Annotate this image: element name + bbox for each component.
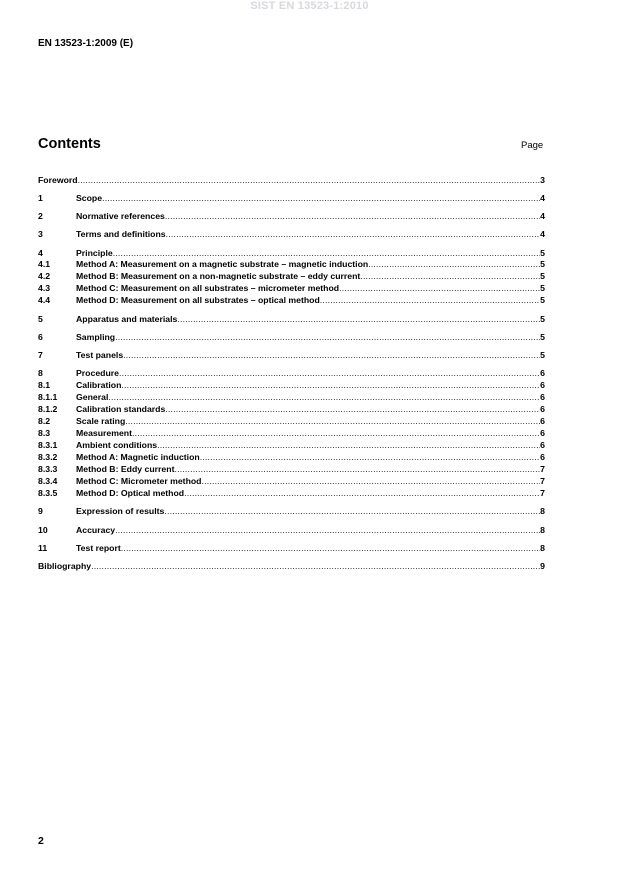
toc-page: 6 — [540, 416, 545, 426]
toc-title: Test panels — [76, 350, 124, 360]
toc-title: Method B: Measurement on a non-magnetic substrate – eddy current — [76, 271, 361, 281]
toc-leader — [132, 428, 540, 439]
toc-entry[interactable] — [38, 525, 545, 536]
toc-title: Accuracy — [76, 525, 116, 535]
toc-title: Expression of results — [76, 506, 165, 516]
toc-leader — [360, 271, 540, 282]
toc-number: 2 — [38, 211, 43, 221]
toc-leader — [165, 404, 540, 415]
toc-number: 8.3.2 — [38, 452, 58, 462]
toc-title: Bibliography — [38, 561, 92, 571]
toc-title: Foreword — [38, 175, 78, 185]
toc-page: 4 — [540, 193, 545, 203]
toc-page: 6 — [540, 452, 545, 462]
page-number: 2 — [38, 835, 44, 847]
toc-leader — [368, 259, 540, 270]
toc-number: 4.4 — [38, 295, 51, 305]
toc-leader — [339, 283, 540, 294]
toc-title: Apparatus and materials — [76, 314, 178, 324]
toc-leader — [166, 229, 541, 240]
toc-title: Ambient conditions — [76, 440, 158, 450]
toc-entry[interactable] — [38, 404, 545, 415]
toc-entry[interactable] — [38, 248, 545, 259]
toc-number: 1 — [38, 193, 43, 203]
toc-entry[interactable] — [38, 314, 545, 325]
toc-number: 4 — [38, 248, 43, 258]
toc-entry[interactable] — [38, 476, 545, 487]
toc-title: Procedure — [76, 368, 119, 378]
toc-page: 7 — [540, 476, 545, 486]
watermark: SIST EN 13523-1:2010 — [250, 0, 369, 12]
toc-leader — [121, 380, 540, 391]
document-id: EN 13523-1:2009 (E) — [38, 38, 134, 49]
toc-number: 8.1 — [38, 380, 51, 390]
toc-entry[interactable] — [38, 332, 545, 343]
toc-title: Method A: Magnetic induction — [76, 452, 200, 462]
toc-page: 5 — [540, 283, 545, 293]
toc-title: Scale rating — [76, 416, 126, 426]
toc-number: 8 — [38, 368, 43, 378]
toc-number: 11 — [38, 543, 48, 553]
toc-page: 6 — [540, 440, 545, 450]
toc-number: 4.2 — [38, 271, 51, 281]
toc-leader — [91, 561, 540, 572]
toc-title: Calibration standards — [76, 404, 166, 414]
toc-entry[interactable] — [38, 392, 545, 403]
toc-entry[interactable] — [38, 368, 545, 379]
toc-number: 8.3.5 — [38, 488, 58, 498]
toc-leader — [164, 506, 540, 517]
toc-leader — [121, 543, 540, 554]
toc-entry[interactable] — [38, 452, 545, 463]
toc-number: 8.1.2 — [38, 404, 58, 414]
toc-page: 6 — [540, 392, 545, 402]
toc-page: 5 — [540, 259, 545, 269]
toc-entry[interactable] — [38, 416, 545, 427]
toc-entry[interactable] — [38, 350, 545, 361]
toc-leader — [125, 416, 540, 427]
toc-title: Normative references — [76, 211, 165, 221]
toc-entry[interactable] — [38, 380, 545, 391]
toc-entry[interactable] — [38, 175, 545, 186]
toc-page: 8 — [540, 506, 545, 516]
toc-leader — [320, 295, 540, 306]
toc-page: 5 — [540, 248, 545, 258]
toc-leader — [113, 248, 540, 259]
toc-number: 3 — [38, 229, 43, 239]
toc-leader — [108, 392, 540, 403]
toc-entry[interactable] — [38, 488, 545, 499]
toc-entry[interactable] — [38, 561, 545, 572]
toc-entry[interactable] — [38, 506, 545, 517]
toc-page: 8 — [540, 525, 545, 535]
toc-number: 8.3.4 — [38, 476, 58, 486]
toc-number: 10 — [38, 525, 48, 535]
toc-title: Sampling — [76, 332, 116, 342]
toc-number: 8.3.3 — [38, 464, 58, 474]
toc-page: 6 — [540, 404, 545, 414]
toc-entry[interactable] — [38, 428, 545, 439]
toc-leader — [123, 350, 540, 361]
toc-leader — [200, 452, 540, 463]
toc-number: 8.3 — [38, 428, 51, 438]
toc-page: 4 — [540, 211, 545, 221]
toc-entry[interactable] — [38, 283, 545, 294]
toc-title: Principle — [76, 248, 113, 258]
toc-title: Method D: Measurement on all substrates – optical method — [76, 295, 320, 305]
toc-number: 8.1.1 — [38, 392, 58, 402]
toc-entry[interactable] — [38, 440, 545, 451]
toc-leader — [202, 476, 541, 487]
toc-page: 8 — [540, 543, 545, 553]
toc-page: 5 — [540, 350, 545, 360]
toc-title: Method C: Measurement on all substrates – micrometer method — [76, 283, 340, 293]
toc-page: 6 — [540, 428, 545, 438]
toc-entry[interactable] — [38, 193, 545, 204]
toc-leader — [157, 440, 540, 451]
toc-leader — [102, 193, 540, 204]
toc-page: 5 — [540, 314, 545, 324]
toc-entry[interactable] — [38, 543, 545, 554]
toc-leader — [115, 525, 540, 536]
toc-page: 9 — [540, 561, 545, 571]
toc-page: 4 — [540, 229, 545, 239]
page-column-label: Page — [521, 140, 544, 151]
toc-leader — [165, 211, 540, 222]
contents-title: Contents — [38, 136, 101, 152]
toc-number: 8.2 — [38, 416, 51, 426]
toc-page: 5 — [540, 332, 545, 342]
toc-entry[interactable] — [38, 464, 545, 475]
toc-title: Calibration — [76, 380, 122, 390]
toc-entry[interactable] — [38, 259, 545, 270]
toc-leader — [119, 368, 540, 379]
toc-number: 4.1 — [38, 259, 51, 269]
toc-title: Test report — [76, 543, 121, 553]
toc-title: Scope — [76, 193, 103, 203]
toc-number: 7 — [38, 350, 43, 360]
toc-page: 5 — [540, 271, 545, 281]
toc-entry[interactable] — [38, 295, 545, 306]
toc-title: General — [76, 392, 109, 402]
toc-page: 7 — [540, 488, 545, 498]
toc-page: 6 — [540, 368, 545, 378]
toc-title: Method A: Measurement on a magnetic substrate – magnetic induction — [76, 259, 369, 269]
toc-number: 5 — [38, 314, 43, 324]
toc-number: 6 — [38, 332, 43, 342]
toc-number: 8.3.1 — [38, 440, 58, 450]
toc-title: Terms and definitions — [76, 229, 166, 239]
toc-leader — [174, 464, 540, 475]
toc-title: Method D: Optical method — [76, 488, 185, 498]
toc-page: 3 — [540, 175, 545, 185]
toc-title: Method C: Micrometer method — [76, 476, 202, 486]
toc-leader — [115, 332, 540, 343]
toc-number: 4.3 — [38, 283, 51, 293]
toc-title: Method B: Eddy current — [76, 464, 175, 474]
toc-entry[interactable] — [38, 229, 545, 240]
toc-page: 6 — [540, 380, 545, 390]
toc-leader — [177, 314, 540, 325]
toc-title: Measurement — [76, 428, 133, 438]
toc-entry[interactable] — [38, 271, 545, 282]
toc-leader — [184, 488, 540, 499]
toc-entry[interactable] — [38, 211, 545, 222]
toc-page: 7 — [540, 464, 545, 474]
toc-page: 5 — [540, 295, 545, 305]
toc-number: 9 — [38, 506, 43, 516]
toc-leader — [78, 175, 541, 186]
